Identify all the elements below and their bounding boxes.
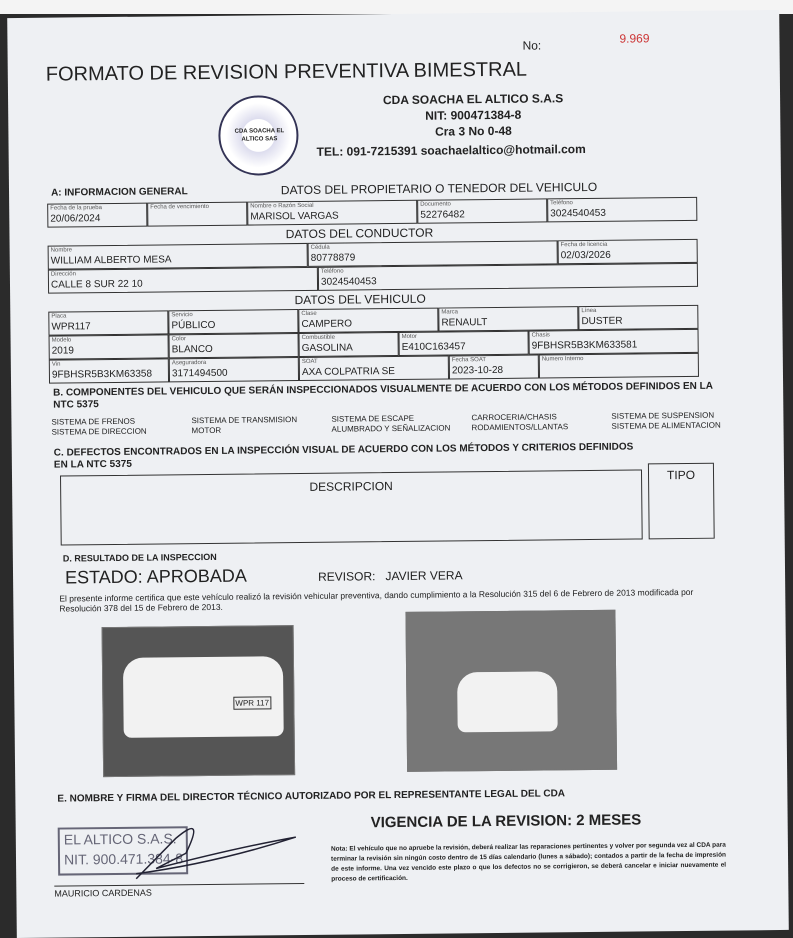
field-label: Fecha SOAT — [451, 357, 487, 364]
field-value: 20/06/2024 — [50, 213, 101, 225]
driver-field-id — [308, 240, 558, 267]
field-value: RENAULT — [441, 317, 488, 329]
vehicle-field-soat — [299, 355, 449, 381]
field-value: BLANCO — [171, 343, 213, 356]
company-info — [358, 90, 588, 140]
field-label: Modelo — [51, 337, 72, 344]
inspection-status: ESTADO: APROBADA — [64, 565, 247, 588]
field-value: 80778879 — [310, 252, 356, 264]
field-label: Teléfono — [320, 268, 344, 275]
owner-field-expiry — [147, 202, 247, 227]
signature — [115, 807, 316, 884]
component-item: SISTEMA DE SUSPENSION SISTEMA DE ALIMENTACION — [611, 410, 721, 431]
section-d-title: D. RESULTADO DE LA INSPECCION — [62, 551, 217, 564]
field-label: Vin — [51, 361, 61, 368]
owner-field-phone — [547, 197, 697, 223]
field-label: Dirección — [50, 271, 76, 278]
vehicle-field-fuel — [299, 332, 399, 357]
field-value: 3171494500 — [171, 367, 228, 380]
field-value: E410C163457 — [401, 341, 466, 353]
vehicle-field-chassis — [529, 329, 699, 355]
field-label: Documento — [420, 201, 451, 208]
field-value: MARISOL VARGAS — [250, 210, 339, 223]
vehicle-rear-photo — [405, 610, 617, 772]
number-label: No: — [522, 38, 542, 53]
field-label: Aseguradora — [171, 360, 207, 367]
field-label: Nombre o Razón Social — [250, 202, 314, 210]
stamp-line-1: EL ALTICO S.A.S. — [63, 830, 177, 848]
field-label: Marca — [441, 309, 459, 316]
section-a-title: A: INFORMACION GENERAL — [50, 186, 188, 199]
section-c-title: C. DEFECTOS ENCONTRADOS EN LA INSPECCIÓN VISUAL DE ACUERDO CON LOS MÉTODOS Y CRITERIOS DEFINIDOS EN LA NTC 5375 — [53, 441, 634, 471]
driver-field-phone — [318, 263, 698, 291]
field-value: AXA COLPATRIA SE — [301, 366, 395, 379]
field-value: 02/03/2026 — [560, 249, 611, 262]
vehicle-field-plate — [48, 310, 168, 335]
field-label: Teléfono — [550, 200, 573, 207]
company-nit: NIT: 900471384-8 — [425, 107, 522, 123]
document-title: FORMATO DE REVISION PREVENTIVA BIMESTRAL — [45, 58, 528, 86]
field-value: 52276482 — [420, 209, 465, 221]
field-value: GASOLINA — [301, 342, 353, 355]
component-item: SISTEMA DE FRENOS SISTEMA DE DIRECCION — [51, 416, 147, 437]
field-label: Motor — [401, 333, 417, 340]
company-contact: TEL: 091-7215391 soachaelaltico@hotmail.com — [316, 142, 586, 159]
field-value: CAMPERO — [301, 318, 353, 331]
field-value: DUSTER — [581, 315, 623, 328]
type-header: TIPO — [666, 467, 696, 483]
owner-field-test-date — [47, 203, 147, 228]
field-label: SOAT — [301, 358, 318, 366]
field-value: PÚBLICO — [171, 319, 216, 332]
vehicle-field-line — [578, 305, 698, 330]
driver-field-name — [48, 243, 308, 270]
reviewer: REVISOR: JAVIER VERA — [317, 568, 463, 584]
defects-description-box — [60, 469, 643, 545]
component-item: SISTEMA DE ESCAPE ALUMBRADO Y SEÑALIZACION — [331, 413, 451, 434]
vehicle-field-insurer — [169, 357, 299, 382]
section-e-title: E. NOMBRE Y FIRMA DEL DIRECTOR TÉCNICO AUTORIZADO POR EL REPRESENTANTE LEGAL DEL CDA — [57, 788, 566, 805]
field-label: Fecha de vencimiento — [150, 203, 209, 211]
vehicle-field-vin — [49, 358, 169, 383]
field-value: 2019 — [51, 345, 75, 357]
vehicle-field-soat-date — [449, 355, 539, 380]
plate-in-photo: WPR 117 — [233, 696, 271, 709]
driver-field-address — [48, 267, 318, 294]
document-number: 9.969 — [619, 31, 650, 46]
vehicle-field-service — [168, 309, 298, 334]
field-value: 3024540453 — [320, 276, 377, 288]
document-page — [7, 10, 789, 938]
field-label: Chasis — [531, 332, 550, 339]
certification-text: El presente informe certifica que este vehículo realizó la revisión vehicular preventiva, dando cumplimiento a la Resolución 315 del 6 de Febrero de 2013 modificada por Resolución 378 del 15 de Febrero de 2013. — [59, 586, 694, 614]
defects-type-box — [648, 463, 715, 540]
description-header: DESCRIPCION — [309, 479, 393, 494]
note-text: Nota: El vehículo que no apruebe la revisión, deberá realizar las reparaciones pertinentes y volver por segunda vez al CDA para terminar la revisión sin ningún costo dentro de 15 días calendario (lunes a sábado); contados a partir de la fecha de impresión de este informe. Una vez vencido este plazo o que los defectos no se corrigieron, se deberá cancelar e iniciar nuevamente el proceso de certificación. — [330, 841, 727, 883]
vehicle-front-photo — [102, 625, 296, 777]
component-item: SISTEMA DE TRANSMISION MOTOR — [191, 415, 298, 436]
vehicle-field-class — [298, 308, 438, 333]
field-label: Fecha de licencia — [560, 241, 608, 249]
field-label: Combustible — [301, 334, 335, 342]
field-value: 9FBHSR5B3KM633581 — [531, 339, 638, 352]
field-label: Cédula — [310, 244, 330, 251]
owner-field-document — [417, 198, 547, 223]
vehicle-header: DATOS DEL VEHICULO — [294, 291, 426, 308]
company-logo — [218, 95, 299, 176]
field-label: Clase — [301, 310, 317, 318]
field-label: Placa — [51, 313, 67, 320]
validity: VIGENCIA DE LA REVISION: 2 MESES — [370, 811, 642, 832]
field-label: Línea — [581, 307, 597, 315]
field-label: Color — [171, 336, 186, 343]
field-value: WPR117 — [51, 321, 91, 333]
driver-header: DATOS DEL CONDUCTOR — [285, 225, 434, 242]
vehicle-field-color — [169, 333, 299, 358]
field-label: Nombre — [50, 247, 73, 254]
field-label: Numero Interno — [541, 356, 584, 363]
company-address: Cra 3 No 0-48 — [434, 123, 512, 139]
component-item: CARROCERIA/CHASIS RODAMIENTOS/LLANTAS — [471, 412, 569, 433]
field-label: Servicio — [171, 312, 193, 319]
field-value: CALLE 8 SUR 22 10 — [50, 278, 143, 291]
vehicle-field-internal-number — [539, 353, 699, 379]
stamp-line-2: NIT. 900.471.384-8 — [63, 850, 184, 868]
field-value: WILLIAM ALBERTO MESA — [50, 254, 172, 267]
vehicle-field-brand — [438, 306, 578, 331]
field-value: 3024540453 — [550, 207, 606, 220]
field-label: Fecha de la prueba — [50, 205, 102, 212]
section-b-title: B. COMPONENTES DEL VEHICULO QUE SERÁN INSPECCIONADOS VISUALMENTE DE ACUERDO CON LOS MÉTODOS DEFINIDOS EN LA NTC 5375 — [53, 380, 713, 411]
director-name: MAURICIO CARDENAS — [54, 883, 304, 900]
vehicle-field-model — [49, 334, 169, 359]
driver-field-license-date — [558, 239, 698, 264]
owner-field-name — [247, 200, 417, 226]
logo-text: CDA SOACHA EL ALTICO SAS — [234, 128, 285, 143]
owner-header: DATOS DEL PROPIETARIO O TENEDOR DEL VEHICULO — [280, 179, 598, 198]
field-value: 2023-10-28 — [451, 364, 504, 377]
company-name: CDA SOACHA EL ALTICO S.A.S — [382, 91, 564, 108]
field-value: 9FBHSR5B3KM63358 — [51, 368, 153, 381]
vehicle-field-motor — [399, 331, 529, 356]
